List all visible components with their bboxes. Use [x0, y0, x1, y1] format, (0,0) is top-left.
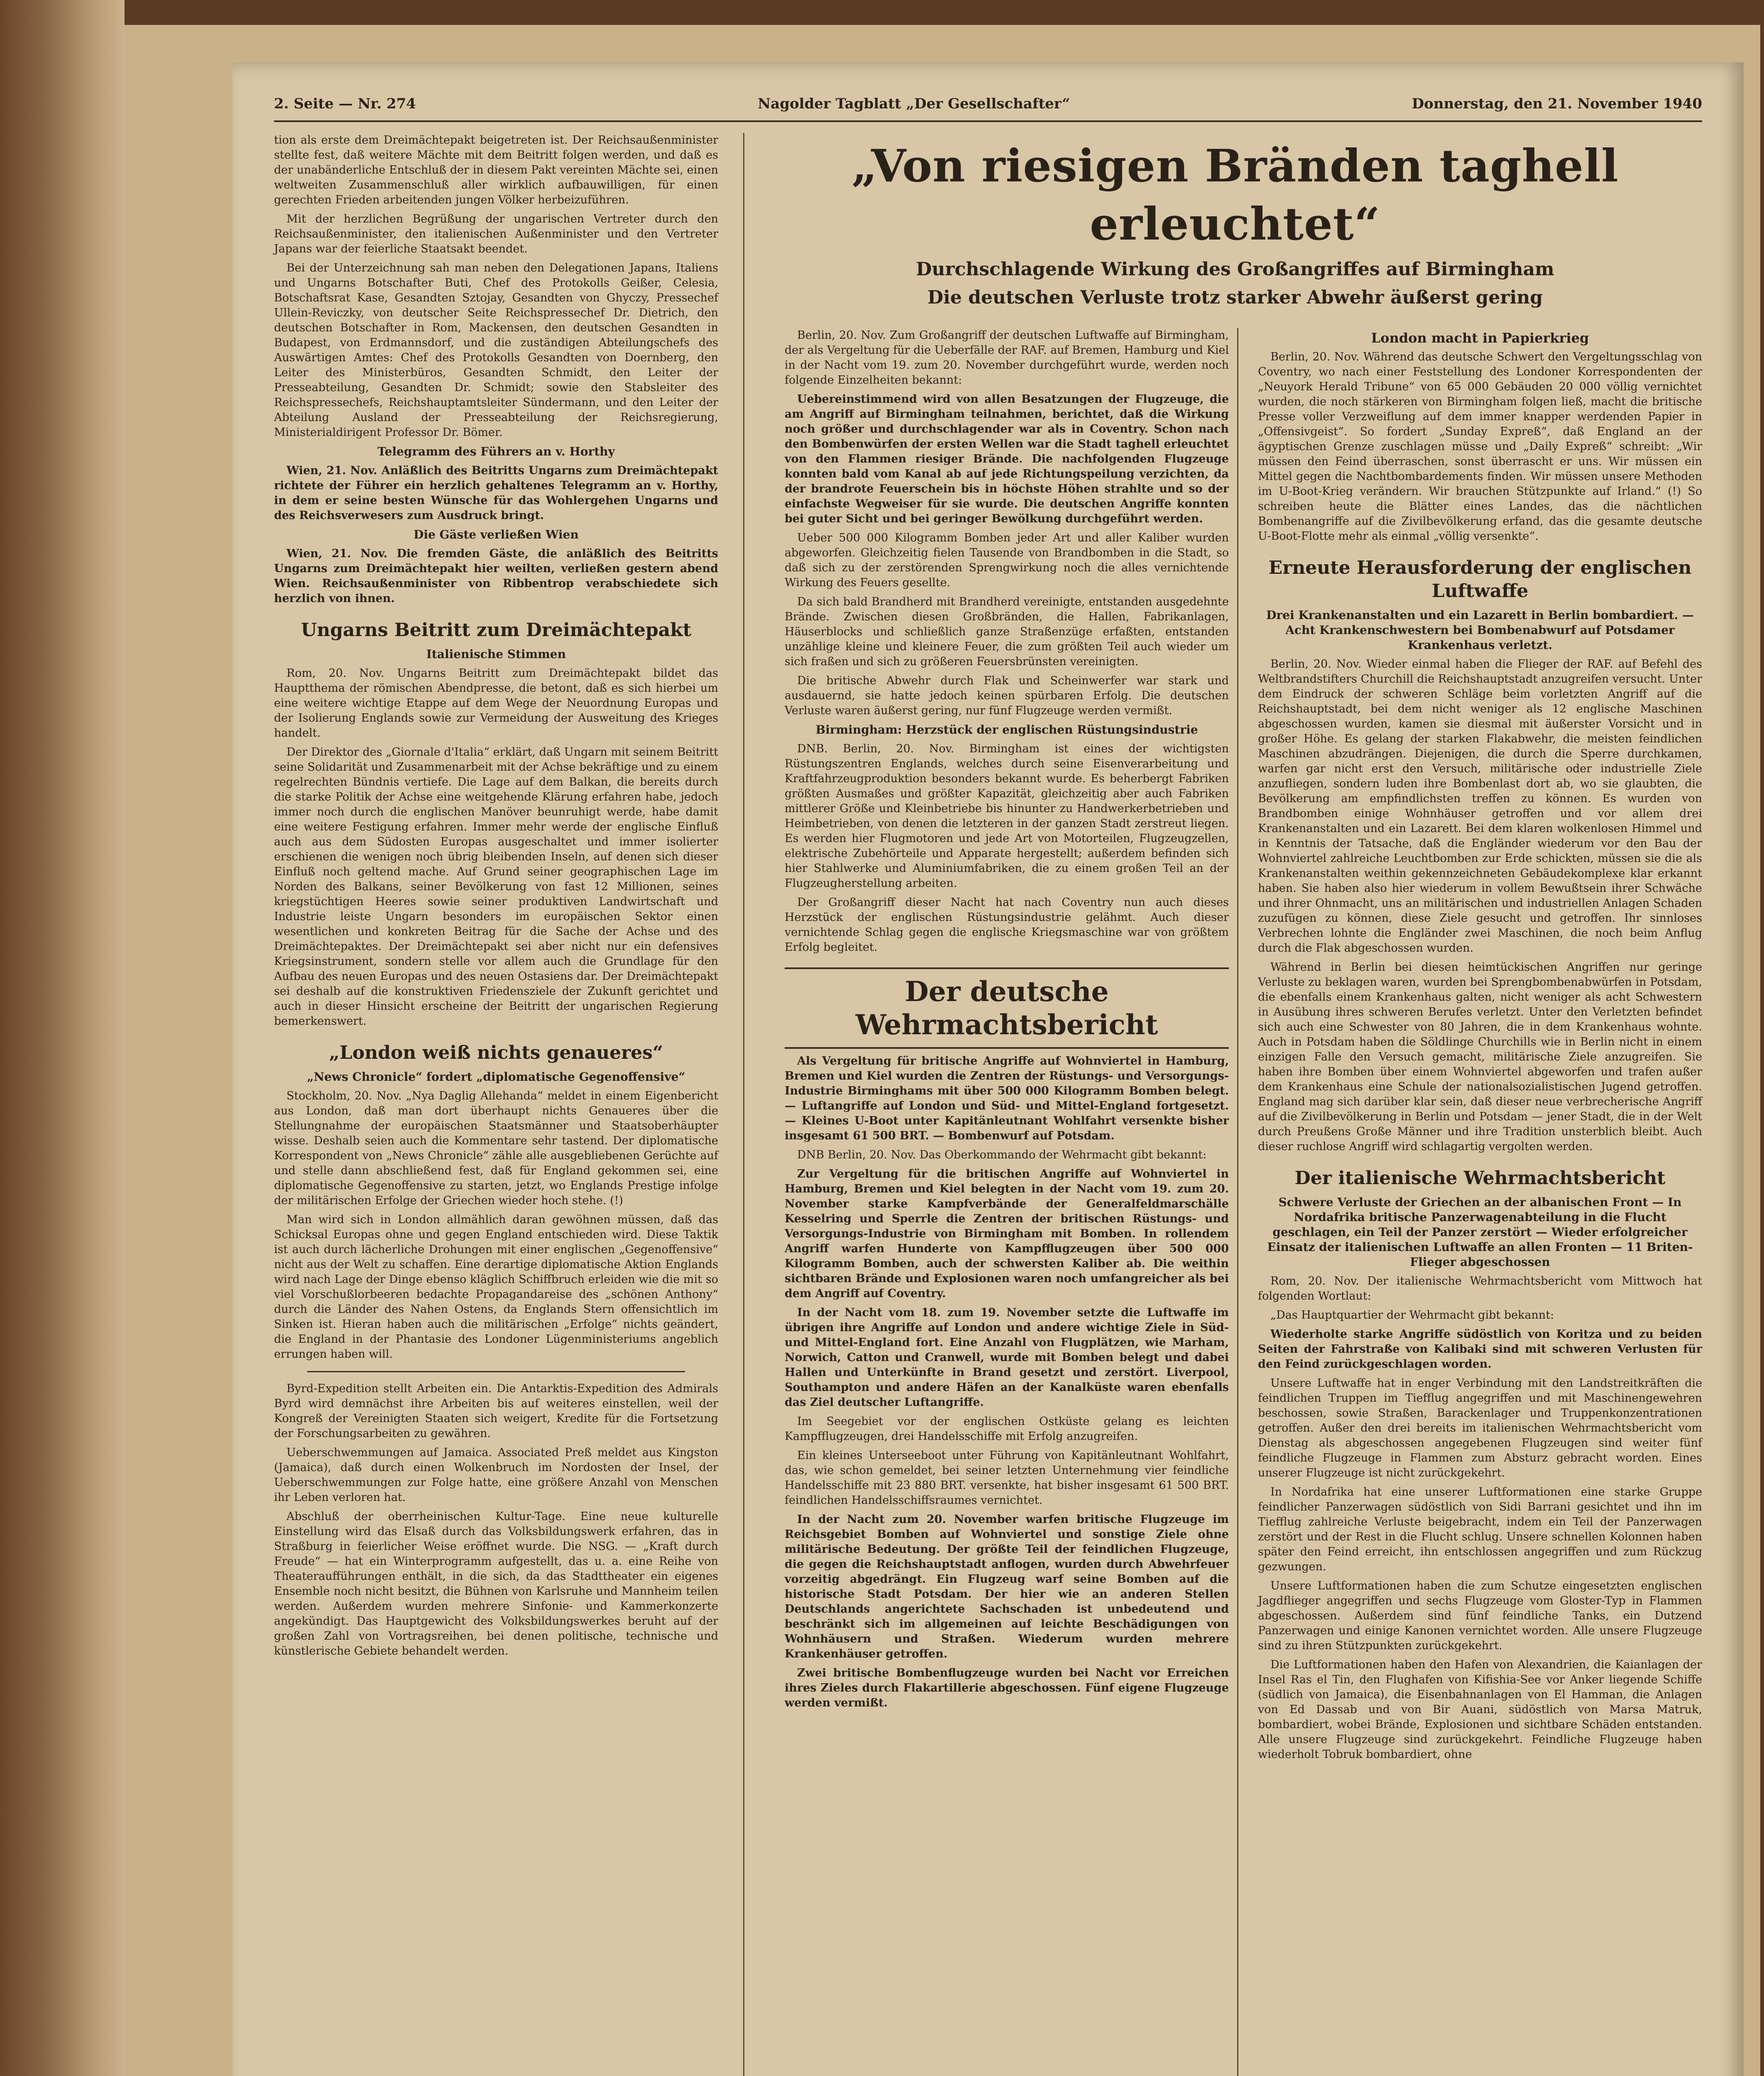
- article-text: Berlin, 20. Nov. Zum Großangriff der deutschen Luftwaffe auf Birmingham, der als Vergeltung für die Ueberfälle der RAF. auf Bremen, Hamburg und Kiel in der Nacht vom 19. zum 20. November durchgeführt wurde, werden noch folgende Einzelheiten bekannt:: [785, 329, 1229, 387]
- article-text: DNB Berlin, 20. Nov. Das Oberkommando der Wehrmacht gibt bekannt:: [797, 1148, 1207, 1161]
- article-text: tion als erste dem Dreimächtepakt beigetreten ist. Der Reichsaußenminister stellte fest, daß weitere Mächte mit dem Beitritt folgen werden, und daß es der unabänderliche Entschluß der in diesem Pakt vereinten Mächte sei, einen weltweiten Zusammenschluß aller wirklich aufbauwilligen, für einen gerechten Frieden arbeitenden jungen Völker herbeizuführen.: [274, 134, 718, 206]
- article-text: Unsere Luftformationen haben die zum Schutze eingesetzten englischen Jagdflieger angegriffen und sechs Flugzeuge vom Gloster-Typ in Flammen abgeschossen. Außerdem sind fünf feindliche Tanks, ein Dutzend Panzerwagen und einige Kanonen vernichtet worden. Alle unsere Flugzeuge sind zu ihren Stützpunkten zurückgekehrt.: [1258, 1579, 1702, 1652]
- article-headline: Der deutsche Wehrmachtsbericht: [785, 967, 1229, 1049]
- article-text: Der Großangriff dieser Nacht hat nach Coventry nun auch dieses Herzstück der englischen Rüstungsindustrie gelähmt. Auch dieser vernichtende Schlag gegen die englische Kriegsmaschine war von größtem Erfolg begleitet.: [785, 896, 1229, 954]
- subheading: Schwere Verluste der Griechen an der albanischen Front — In Nordafrika britische Panzerwagenabteilung in die Flucht geschlagen, ein Teil der Panzer zerstört — Wieder erfolgreicher Einsatz der italienischen Luftwaffe an allen Fronten — 11 Briten-Flieger abgeschossen: [1267, 1195, 1693, 1269]
- article-text: Ein kleines Unterseeboot unter Führung von Kapitänleutnant Wohlfahrt, das, wie schon gemeldet, bei seiner letzten Unternehmung vier feindliche Handelsschiffe mit 23 880 BRT. versenkte, hat bisher insgesamt 61 500 BRT. feindlichen Handelsschiffsraumes vernichtet.: [785, 1449, 1229, 1507]
- article-text: Der Direktor des „Giornale d'Italia“ erklärt, daß Ungarn mit seinem Beitritt seine Solidarität und Zusammenarbeit mit der Achse bekräftige und zu einem regelrechten Bündnis vertiefe. Die Lage auf dem Balkan, die bereits durch die starke Politik der Achse eine weitgehende Klärung erfahren habe, jedoch immer noch durch die englischen Manöver beunruhigt werde, habe damit eine weitere Festigung erfahren. Immer mehr werde der englische Einfluß auch aus dem Südosten Europas ausgeschaltet und immer isolierter erschienen die wenigen noch übrig bleibenden Inseln, auf denen sich dieser Einfluß noch geltend mache. Auf Grund seiner geographischen Lage im Norden des Balkans, seiner Bevölkerung von fast 12 Millionen, seines kriegstüchtigen Heeres sowie seiner produktiven Landwirtschaft und Industrie leiste Ungarn besonders im europäischen Sektor einen wesentlichen und konkreten Beitrag für die Sache der Achse und des Dreimächtepaktes. Der Dreimächtepakt sei aber nicht nur ein defensives Kriegsinstrument, sondern stelle vor allem auch die Grundlage für den Aufbau des neuen Europas und des neuen Ostasiens dar. Der Dreimächtepakt sei deshalb auf die konstruktiven Friedensziele der Zukunft gerichtet und auch in dieser Hinsicht erscheine der Beitritt der ungarischen Regierung bemerkenswert.: [274, 746, 718, 1028]
- column-rule: [743, 133, 744, 2076]
- article-text: Wien, 21. Nov. Anläßlich des Beitritts Ungarns zum Dreimächtepakt richtete der Führer ein herzlich gehaltenes Telegramm an v. Horthy, in dem er seine besten Wünsche für das Wohlergehen Ungarns und des Reichsverwesers zum Ausdruck bringt.: [274, 464, 718, 522]
- article-text: Die Luftformationen haben den Hafen von Alexandrien, die Kaianlagen der Insel Ras el Tin, den Flughafen von Kifishia-See vor Anker liegende Schiffe (südlich von Jamaica), die Eisenbahnanlagen von El Hamman, die Anlagen von Ed Dassab und von Bir Auani, südöstlich von Marsa Matruk, bombardiert, wobei Brände, Explosionen und sichtbare Schäden entstanden. Alle unsere Flugzeuge sind zurückgekehrt. Feindliche Flugzeuge haben wiederholt Tobruk bombardiert, ohne: [1258, 1658, 1702, 1761]
- main-headline-sub: Durchschlagende Wirkung des Großangriffes auf Birmingham: [916, 259, 1554, 280]
- article-text: Man wird sich in London allmählich daran gewöhnen müssen, daß das Schicksal Europas ohne und gegen England entschieden wird. Diese Taktik ist auch durch lächerliche Drohungen mit einer englischen „Gegenoffensive“ nicht aus der Welt zu schaffen. Eine derartige diplomatische Aktion Englands wird nach Lage der Dinge ebenso kläglich Schiffbruch erleiden wie die mit so viel Vorschußlorbeeren bedachte Propagandareise des „schönen Anthony“ durch die Länder des Nahen Ostens, da Englands Stern offensichtlich im Sinken ist. Hieran haben auch die militärischen „Erfolge“ nichts geändert, die England in der Phantasie des Londoner Lügenministeriums angeblich errungen haben will.: [274, 1213, 718, 1361]
- article-text: Als Vergeltung für britische Angriffe auf Wohnviertel in Hamburg, Bremen und Kiel wurden die Zentren der Rüstungs- und Versorgungs-Industrie Birminghams mit über 500 000 Kilogramm Bomben belegt. — Luftangriffe auf London und Süd- und Mittel-England fortgesetzt. — Kleines U-Boot unter Kapitänleutnant Wohlfahrt versenkte bisher insgesamt 61 500 BRT. — Bombenwurf auf Potsdam.: [785, 1055, 1229, 1142]
- article-text: Stockholm, 20. Nov. „Nya Daglig Allehanda“ meldet in einem Eigenbericht aus London, daß man dort überhaupt nichts Genaueres über die Stellungnahme der europäischen Staatsmänner und Staatsoberhäupter wisse. Deshalb seien auch die Kommentare sehr tastend. Der diplomatische Korrespondent von „News Chronicle“ zähle alle ausgebliebenen Gerüchte auf und stelle dann abschließend fest, daß für England gekommen sei, eine diplomatische Gegenoffensive zu starten, jetzt, wo Englands Prestige infolge der militärischen Erfolge der Griechen wieder hoch stehe. (!): [274, 1089, 718, 1207]
- article-text: Zur Vergeltung für die britischen Angriffe auf Wohnviertel in Hamburg, Bremen und Kiel belegten in der Nacht vom 19. zum 20. November starke Kampfverbände der Generalfeldmarschälle Kesselring und Sperrle die Zentren der britischen Rüstungs- und Versorgungs-Industrie von Birmingham mit Bomben. In rollendem Angriff warfen Hunderte von Kampfflugzeugen über 500 000 Kilogramm Bomben, auch der schwersten Kaliber ab. Die weithin sichtbaren Brände und Explosionen waren noch umfangreicher als bei dem Angriff auf Coventry.: [785, 1168, 1229, 1300]
- book-binding-edge: [0, 0, 125, 2076]
- main-headline-title: „Von riesigen Bränden taghell erleuchtet“: [851, 140, 1619, 250]
- article-text: Zwei britische Bombenflugzeuge wurden bei Nacht vor Erreichen ihres Zieles durch Flakartillerie abgeschossen. Fünf eigene Flugzeuge werden vermißt.: [785, 1667, 1229, 1709]
- column-right: [1258, 328, 1702, 2076]
- column-middle: [785, 328, 1229, 2076]
- article-text: Im Seegebiet vor der englischen Ostküste gelang es leichten Kampfflugzeugen, drei Handelsschiffe mit Erfolg anzugreifen.: [785, 1415, 1229, 1443]
- article-text: Bei der Unterzeichnung sah man neben den Delegationen Japans, Italiens und Ungarns Botschafter Buti, Chef des Protokolls Geißer, Celesia, Botschaftsrat Kase, Gesandten Sztojay, Gesandten von Ghyczy, Pressechef Ullein-Reviczky, von deutscher Seite Reichspressechef Dr. Dietrich, den deutschen Botschafter in Rom, Mackensen, den deutschen Gesandten in Budapest, von Erdmannsdorf, und die zuständigen Abteilungschefs des Auswärtigen Amtes: Chef des Protokolls Gesandten von Doernberg, den Leiter des Ministerbüros, Gesandten Schmidt, den Leiter der Presseabteilung, Gesandten Dr. Schmidt; sowie den Stabsleiter des Reichspressechefs, Reichshauptamtsleiter Sündermann, und den Leiter der Abteilung Ausland der Presseabteilung der Reichsregierung, Ministerialdirigent Professor Dr. Bömer.: [274, 262, 718, 439]
- main-headline: [768, 137, 1702, 310]
- article-text: „Das Hauptquartier der Wehrmacht gibt bekannt:: [1270, 1309, 1554, 1322]
- article-text: Ueber 500 000 Kilogramm Bomben jeder Art und aller Kaliber wurden abgeworfen. Gleichzeitig fielen Tausende von Brandbomben in die Stadt, so daß sich zu der zerstörenden Sprengwirkung noch die alles vernichtende Wirkung des Feuers gesellte.: [785, 531, 1229, 589]
- column-left: [274, 133, 718, 2076]
- article-text: Rom, 20. Nov. Der italienische Wehrmachtsbericht vom Mittwoch hat folgenden Wortlaut:: [1258, 1275, 1702, 1302]
- page-header: [274, 87, 1702, 122]
- article-text: Berlin, 20. Nov. Wieder einmal haben die Flieger der RAF. auf Befehl des Weltbrandstifters Churchill die Reichshauptstadt anzugreifen versucht. Unter dem Eindruck der schweren Schläge beim vorletzten Angriff auf die Reichshauptstadt, bei dem nicht weniger als 12 englische Maschinen abgeschossen wurden, kamen sie diesmal mit äußerster Vorsicht und in großer Höhe. Es gelang der starken Flakabwehr, die meisten feindlichen Maschinen abzudrängen. Diejenigen, die durch die Sperre durchkamen, warfen gar nicht erst den Versuch, militärische oder industrielle Ziele anzufliegen, sondern luden ihre Bombenlast dort ab, wo sie glaubten, die Bevölkerung am empfindlichsten treffen zu können. Es wurden von Brandbomben einige Wohnhäuser getroffen und vor allem drei Krankenanstalten und ein Lazarett. Bei dem klaren wolkenlosen Himmel und in Kenntnis der Tatsache, daß die Engländer wiederum vor den Bau der Wohnviertel zahlreiche Leuchtbomben zur Erde schickten, müssen sie die als Krankenanstalten weithin gekennzeichneten Gebäudekomplexe klar erkannt haben. Sie haben also hier wiederum in vollem Bewußtsein ihrer Schwäche und ihrer Ohnmacht, uns an militärischen und industriellen Anlagen Schaden zuzufügen zu können, diese Ziele gesucht und getroffen. Ihr sinnloses Verbrechen lohnte die Engländer zwei Maschinen, die noch beim Anflug durch die Flak abgeschossen wurden.: [1258, 658, 1702, 955]
- article-text: Byrd-Expedition stellt Arbeiten ein. Die Antarktis-Expedition des Admirals Byrd wird demnächst ihre Arbeiten bis auf weiteres einstellen, weil der Kongreß der Vereinigten Staaten sich weigert, Kredite für die Fortsetzung der Forschungsarbeiten zu gewähren.: [274, 1382, 718, 1440]
- subheading: Drei Krankenanstalten und ein Lazarett in Berlin bombardiert. — Acht Krankenschwestern bei Bombenabwurf auf Potsdamer Krankenhaus verletzt.: [1266, 608, 1694, 652]
- subheading: „News Chronicle“ fordert „diplomatische Gegenoffensive“: [307, 1070, 685, 1084]
- article-headline: Der italienische Wehrmachtsbericht: [1294, 1168, 1666, 1189]
- issue-date: Donnerstag, den 21. November 1940: [1412, 95, 1702, 112]
- column-rule: [1237, 328, 1238, 2076]
- article-text: Mit der herzlichen Begrüßung der ungarischen Vertreter durch den Reichsaußenminister, den italienischen Außenminister und den Vertreter Japans war der feierliche Staatsakt beendet.: [274, 213, 718, 255]
- article-text: Unsere Luftwaffe hat in enger Verbindung mit den Landstreitkräften die feindlichen Truppen im Tiefflug angegriffen und mit Maschinengewehren beschossen, sowie Straßen, Barackenlager und Truppenkonzentrationen getroffen. Außer den drei bereits im italienischen Wehrmachtsbericht vom Dienstag als abgeschossen angegebenen Flugzeugen sind weiter fünf feindliche Flugzeuge in Flammen zum Absturz gebracht worden. Eines unserer Flugzeuge ist nicht zurückgekehrt.: [1258, 1377, 1702, 1479]
- article-text: Während in Berlin bei diesen heimtückischen Angriffen nur geringe Verluste zu beklagen waren, wurden bei Sprengbombenabwürfen in Potsdam, die ebenfalls einem Krankenhaus galten, nicht weniger als acht Schwestern in Ausübung ihres schweren Berufes verletzt. Unter den Verletzten befindet sich auch eine Schwester von 80 Jahren, die in dem Krankenhaus wohnte. Auch in Potsdam haben die Söldlinge Churchills wie in Berlin nicht in einem einzigen Falle den Versuch gemacht, militärische Ziele anzugreifen. Sie haben ihre Bomben über einem Wohnviertel abgeworfen und trafen außer dem Krankenhaus eine Schule der nationalsozialistischen Jugend getroffen. England mag sich darüber klar sein, daß dieser neue verbrecherische Angriff auf die Zivilbevölkerung in Berlin und Potsdam — jener Stadt, die in der Welt durch Preußens Große Männer und ihre Tradition unsterblich bleibt. Auch dieser ruchlose Angriff wird schlagartig vergolten werden.: [1258, 961, 1702, 1153]
- paper-title: Nagolder Tagblatt „Der Gesellschafter“: [758, 95, 1070, 112]
- article-text: Abschluß der oberrheinischen Kultur-Tage. Eine neue kulturelle Einstellung wird das Elsaß durch das Volksbildungswerk erfahren, das in Straßburg in feierlicher Weise eröffnet wurde. Die NSG. — „Kraft durch Freude“ — hat ein Winterprogramm aufgestellt, das u. a. eine Reihe von Theateraufführungen enthält, in die sich, da das Stadttheater ein eigenes Ensemble noch nicht besitzt, die Bühnen von Karlsruhe und Mannheim teilen werden. Außerdem wurden mehrere Sinfonie- und Kammerkonzerte angekündigt. Das Hauptgewicht des Volksbildungswerkes beruht auf der großen Zahl von Vortragsreihen, bei denen politische, technische und künstlerische Gebiete behandelt werden.: [274, 1510, 718, 1657]
- article-headline: „London weiß nichts genaueres“: [329, 1042, 663, 1063]
- subheading: London macht in Papierkrieg: [1371, 330, 1589, 346]
- article-text: Berlin, 20. Nov. Während das deutsche Schwert den Vergeltungsschlag von Coventry, wo nach einer Feststellung des Londoner Korrespondenten der „Neuyork Herald Tribune“ von 65 000 Gebäuden 20 000 völlig vernichtet wurden, die noch stärkeren von Birmingham folgen ließ, macht die britische Presse voller Verzweiflung auf dem immer knapper werdenden Papier in „Offensivgeist“. So fordert „Sunday Expreß“, daß England an der ägyptischen Grenze zuschlagen müsse und „Daily Expreß“ schreibt: „Wir müssen den Feind überraschen, sonst überrascht er uns. Wir müssen ein Mittel gegen die Nachtbombardements finden. Wir müssen unsere Methoden im U-Boot-Krieg verändern. Wir brauchen Stützpunkte auf Irland.“ (!) So schreiben heute die Blätter eines Landes, das die nächtlichen Bombenangriffe auf die Zivilbevölkerung erfand, das die gesamte deutsche U-Boot-Flotte mehr als einmal „völlig versenkte“.: [1258, 350, 1702, 543]
- article-headline: Erneute Herausforderung der englischen Luftwaffe: [1268, 557, 1692, 602]
- article-text: In Nordafrika hat eine unserer Luftformationen eine starke Gruppe feindlicher Panzerwagen südöstlich von Sidi Barrani gesichtet und ihn im Tiefflug zahlreiche Verluste beigebracht, indem ein Teil der Panzerwagen zerstört und der Rest in die Flucht schlug. Unsere schnellen Kolonnen haben später den Feind erreicht, ihn entschlossen angegriffen und zum Rückzug gezwungen.: [1258, 1486, 1702, 1573]
- article-text: Uebereinstimmend wird von allen Besatzungen der Flugzeuge, die am Angriff auf Birmingham teilnahmen, berichtet, daß die Wirkung noch größer und durchschlagender war als in Coventry. Schon nach den Bombenwürfen der ersten Wellen war die Stadt taghell erleuchtet von den Flammen riesiger Brände. Die nachfolgenden Flugzeuge konnten bald vom Kanal ab auf jede Richtungspeilung verzichten, da der brandrote Feuerschein bis in höchste Höhen strahlte und so der einfachste Wegweiser für sie wurde. Die deutschen Angriffe konnten bei guter Sicht und bei geringer Bewölkung durchgeführt werden.: [785, 393, 1229, 525]
- article-text: In der Nacht vom 18. zum 19. November setzte die Luftwaffe im übrigen ihre Angriffe auf London und andere wichtige Ziele in Süd- und Mittel-England fort. Eine Anzahl von Flugplätzen, wie Marham, Norwich, Catton und Cranwell, wurde mit Bomben belegt und dabei Hallen und Unterkünfte in Brand gesetzt und zerstört. Liverpool, Southampton und andere Häfen an der Kanalküste waren ebenfalls das Ziel deutscher Luftangriffe.: [785, 1306, 1229, 1409]
- article-text: Wien, 21. Nov. Die fremden Gäste, die anläßlich des Beitritts Ungarns zum Dreimächtepakt hier weilten, verließen gestern abend Wien. Reichsaußenminister von Ribbentrop verabschiedete sich herzlich von ihnen.: [274, 547, 718, 605]
- article-text: Ueberschwemmungen auf Jamaica. Associated Preß meldet aus Kingston (Jamaica), daß durch einen Wolkenbruch im Nordosten der Insel, der Ueberschwemmungen zur Folge hatte, eine größere Anzahl von Menschen ihr Leben verloren hat.: [274, 1446, 718, 1504]
- article-text: DNB. Berlin, 20. Nov. Birmingham ist eines der wichtigsten Rüstungszentren Englands, welches durch seine Eisenverarbeitung und Kraftfahrzeugproduktion besonders bekannt wurde. Es beherbergt Fabriken größten Ausmaßes und größter Kapazität, gleichzeitig aber auch Fabriken mittlerer Größe und Kleinbetriebe bis hinunter zu Handwerkerbetrieben und Heimbetrieben, von denen die letzteren in der ganzen Stadt zerstreut liegen. Es werden hier Flugmotoren und jede Art von Motorteilen, Flugzeugzellen, elektrische Zubehörteile und Apparate hergestellt; außerdem befinden sich hier Stahlwerke und Aluminiumfabriken, die zu einem großen Teil an der Flugzeugherstellung arbeiten.: [785, 742, 1229, 890]
- article-text: Rom, 20. Nov. Ungarns Beitritt zum Dreimächtepakt bildet das Hauptthema der römischen Abendpresse, die betont, daß es sich hierbei um eine weitere wichtige Etappe auf dem Wege der Neuordnung Europas und der Isolierung Englands sowie zur Vermeidung der Ausweitung des Krieges handelt.: [274, 667, 718, 739]
- subheading: Birmingham: Herzstück der englischen Rüstungsindustrie: [815, 723, 1198, 737]
- main-headline-sub: Die deutschen Verluste trotz starker Abwehr äußerst gering: [927, 287, 1543, 308]
- article-text: Wiederholte starke Angriffe südöstlich von Koritza und zu beiden Seiten der Fahrstraße von Kalibaki sind mit schweren Verlusten für den Feind zurückgeschlagen worden.: [1258, 1328, 1702, 1371]
- subheading: Italienische Stimmen: [426, 647, 566, 661]
- newspaper-page: [232, 62, 1744, 2076]
- article-text: Die britische Abwehr durch Flak und Scheinwerfer war stark und ausdauernd, sie hatte jedoch keinen spürbaren Erfolg. Die deutschen Verluste waren äußerst gering, nur fünf Flugzeuge werden vermißt.: [785, 674, 1229, 717]
- page-number: 2. Seite — Nr. 274: [274, 95, 416, 112]
- article-headline: Ungarns Beitritt zum Dreimächtepakt: [301, 619, 692, 641]
- article-text: Da sich bald Brandherd mit Brandherd vereinigte, entstanden ausgedehnte Brände. Zwischen diesen Großbränden, die Hallen, Fabrikanlagen, Häuserblocks und schließlich ganze Straßenzüge erfaßten, entstanden unzählige kleine und kleinere Feuer, die zum größten Teil auch wieder um sich fraßen und sich zu größeren Feuersbrünsten vereinigten.: [785, 595, 1229, 668]
- subheading: Telegramm des Führers an v. Horthy: [377, 445, 615, 458]
- subheading: Die Gäste verließen Wien: [413, 528, 579, 541]
- divider: [307, 1371, 685, 1372]
- article-text: In der Nacht zum 20. November warfen britische Flugzeuge im Reichsgebiet Bomben auf Wohnviertel und sonstige Ziele ohne militärische Bedeutung. Der größte Teil der feindlichen Flugzeuge, die gegen die Reichshauptstadt anflogen, wurden durch Abwehrfeuer vorzeitig abgedrängt. Ein Flugzeug warf seine Bomben auf die historische Stadt Potsdam. Der hier wie an anderen Stellen Deutschlands angerichtete Sachschaden ist unbedeutend und beschränkt sich im allgemeinen auf leichte Beschädigungen von Wohnhäusern und Straßen. Wiederum wurden mehrere Krankenhäuser getroffen.: [785, 1513, 1229, 1660]
